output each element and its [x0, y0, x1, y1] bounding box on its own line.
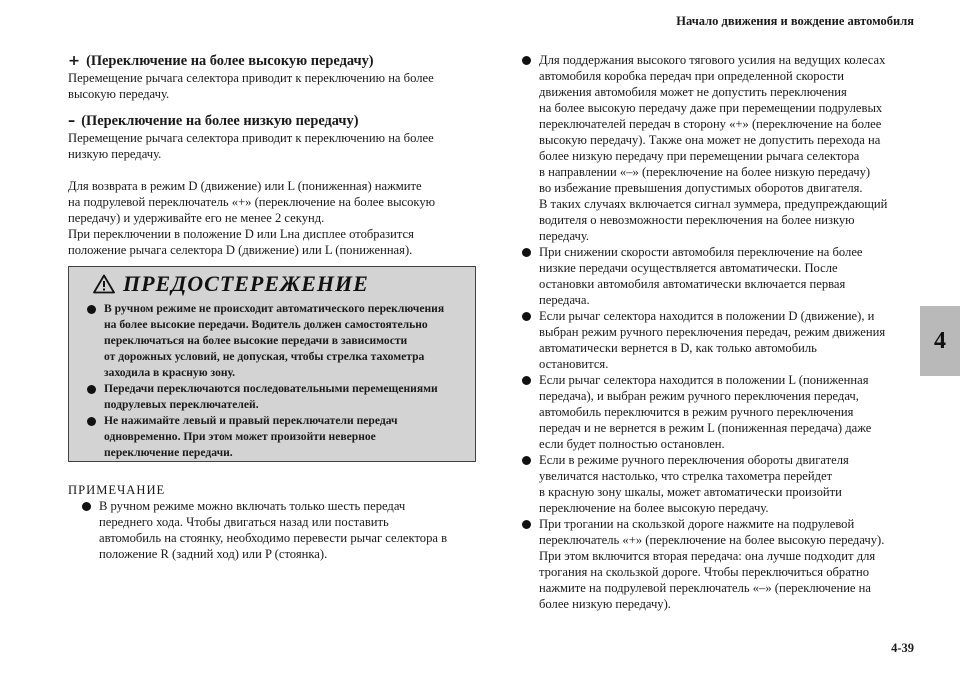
text-line: если будет полностью остановлен.: [539, 437, 725, 451]
text-line: В таких случаях включается сигнал зуммера, предупреждающий: [539, 197, 888, 211]
text-line: остановится.: [539, 357, 609, 371]
text-line: высокую передачу.: [68, 87, 170, 101]
warning-list: [87, 301, 467, 461]
chapter-tab: 4: [920, 306, 960, 376]
text-line: переключателей передач в сторону «+» (переключение на более: [539, 117, 882, 131]
text-line: в направлении «–» (переключение на более низкую передачу): [539, 165, 871, 179]
warning-box: [68, 266, 476, 462]
text-line: Передачи переключаются последовательными перемещениями: [104, 382, 438, 395]
text-line: низкую передачу.: [68, 147, 162, 161]
list-item: [522, 244, 914, 308]
text-line: высокую передачу). Также она может не допустить перехода на: [539, 133, 881, 147]
text-line: Перемещение рычага селектора приводит к переключению на более: [68, 131, 434, 145]
note-item: [68, 498, 478, 562]
warning-title: ПРЕДОСТЕРЕЖЕНИЕ: [123, 271, 369, 296]
text-line: При переключении в положение D или Lна дисплее отобразится: [68, 227, 414, 241]
text-line: положение рычага селектора D (движение) или L (пониженная).: [68, 243, 413, 257]
text-line: Если рычаг селектора находится в положении L (пониженная: [539, 373, 869, 387]
text-line: низкие передачи осуществляется автоматически. После: [539, 261, 838, 275]
text-line: одновременно. При этом может произойти неверное: [104, 430, 376, 443]
bullet-icon: [522, 312, 531, 321]
text-line: увеличатся настолько, что стрелка тахометра перейдет: [539, 469, 833, 483]
text-line: более низкую передачу при перемещении рычага селектора: [539, 149, 860, 163]
return-mode-text: [68, 178, 478, 258]
downshift-heading: [68, 112, 478, 130]
list-item: [522, 452, 914, 516]
text-line: передача), и выбран режим ручного переключения передач,: [539, 389, 859, 403]
warning-item: [87, 301, 467, 381]
text-line: в красную зону шкалы, может автоматически произойти: [539, 485, 842, 499]
warning-header: [93, 271, 369, 297]
text-line: переключаться на более высокие передачи в зависимости: [104, 334, 408, 347]
warning-item: [87, 413, 467, 461]
list-item: [522, 52, 914, 244]
text-line: на более высокую передачу даже при перемещении подрулевых: [539, 101, 883, 115]
text-line: В ручном режиме можно включать только шесть передач: [99, 499, 406, 513]
text-line: во избежание превышения допустимых оборотов двигателя.: [539, 181, 863, 195]
text-line: на более высокие передачи. Водитель должен самостоятельно: [104, 318, 428, 331]
text-line: автоматически вернется в D, как только автомобиль: [539, 341, 817, 355]
text-line: нажмите на подрулевой переключатель «–» (переключение на: [539, 581, 871, 595]
bullet-icon: [522, 456, 531, 465]
text-line: положение R (задний ход) или P (стоянка).: [99, 547, 328, 561]
text-line: передачу) и удерживайте его не менее 2 секунд.: [68, 211, 325, 225]
text-line: на подрулевой переключатель «+» (переключение на более высокую: [68, 195, 436, 209]
text-line: При снижении скорости автомобиля переключение на более: [539, 245, 863, 259]
plus-sign: +: [68, 53, 81, 69]
text-line: Не нажимайте левый и правый переключатели передач: [104, 414, 398, 427]
text-line: Если в режиме ручного переключения обороты двигателя: [539, 453, 849, 467]
text-line: выбран режим ручного переключения передач, режим движения: [539, 325, 886, 339]
text-line: подрулевых переключателей.: [104, 398, 259, 411]
text-line: Если рычаг селектора находится в положении D (движение), и: [539, 309, 875, 323]
bullet-icon: [522, 248, 531, 257]
text-line: В ручном режиме не происходит автоматического переключения: [104, 302, 445, 315]
text-line: переключение на более высокую передачу.: [539, 501, 769, 515]
running-header: Начало движения и вождение автомобиля: [676, 14, 914, 28]
text-line: трогания на скользкой дороге. Чтобы переключиться обратно: [539, 565, 869, 579]
text-line: автомобиль переключится в режим ручного переключения: [539, 405, 854, 419]
bullet-icon: [522, 376, 531, 385]
list-item: [522, 308, 914, 372]
text-line: автомобиль на стоянку, необходимо перевести рычаг селектора в: [99, 531, 448, 545]
bullet-icon: [87, 385, 96, 394]
downshift-text: [68, 130, 478, 162]
warning-triangle-icon: [93, 274, 115, 294]
minus-sign: –: [68, 113, 76, 129]
text-line: передача.: [539, 293, 590, 307]
bullet-icon: [87, 417, 96, 426]
note-block: [68, 482, 478, 562]
upshift-text: [68, 70, 478, 102]
left-column: [68, 52, 478, 258]
text-line: водителя о невозможности переключения на более низкую: [539, 213, 855, 227]
text-line: Для поддержания высокого тягового усилия на ведущих колесах: [539, 53, 886, 67]
text-line: Перемещение рычага селектора приводит к переключению на более: [68, 71, 434, 85]
text-line: При трогании на скользкой дороге нажмите на подрулевой: [539, 517, 855, 531]
text-line: движения автомобиля может не допустить переключения: [539, 85, 847, 99]
right-column: [522, 52, 914, 612]
list-item: [522, 516, 914, 612]
upshift-title: (Переключение на более высокую передачу): [86, 53, 374, 69]
text-line: передач и не вернется в режим L (пониженная передача) даже: [539, 421, 872, 435]
bullet-icon: [87, 305, 96, 314]
note-label: ПРИМЕЧАНИЕ: [68, 483, 166, 497]
text-line: переключение передачи.: [104, 446, 233, 459]
text-line: Для возврата в режим D (движение) или L (пониженная) нажмите: [68, 179, 422, 193]
text-line: переключатель «+» (переключение на более высокую передачу).: [539, 533, 885, 547]
upshift-heading: [68, 52, 478, 70]
warning-item: [87, 381, 467, 413]
bullet-icon: [522, 520, 531, 529]
bullet-icon: [82, 502, 91, 511]
text-line: При этом включится вторая передача: она лучше подходит для: [539, 549, 876, 563]
downshift-title: (Переключение на более низкую передачу): [81, 113, 359, 129]
text-line: передачу.: [539, 229, 590, 243]
bullet-icon: [522, 56, 531, 65]
text-line: остановки автомобиля автоматически включается первая: [539, 277, 846, 291]
page-number: 4-39: [891, 641, 914, 655]
text-line: переднего хода. Чтобы двигаться назад или поставить: [99, 515, 389, 529]
text-line: более низкую передачу).: [539, 597, 671, 611]
text-line: заходила в красную зону.: [104, 366, 236, 379]
text-line: автомобиля коробка передач при определенной скорости: [539, 69, 845, 83]
list-item: [522, 372, 914, 452]
text-line: от дорожных условий, не допуская, чтобы стрелка тахометра: [104, 350, 425, 363]
